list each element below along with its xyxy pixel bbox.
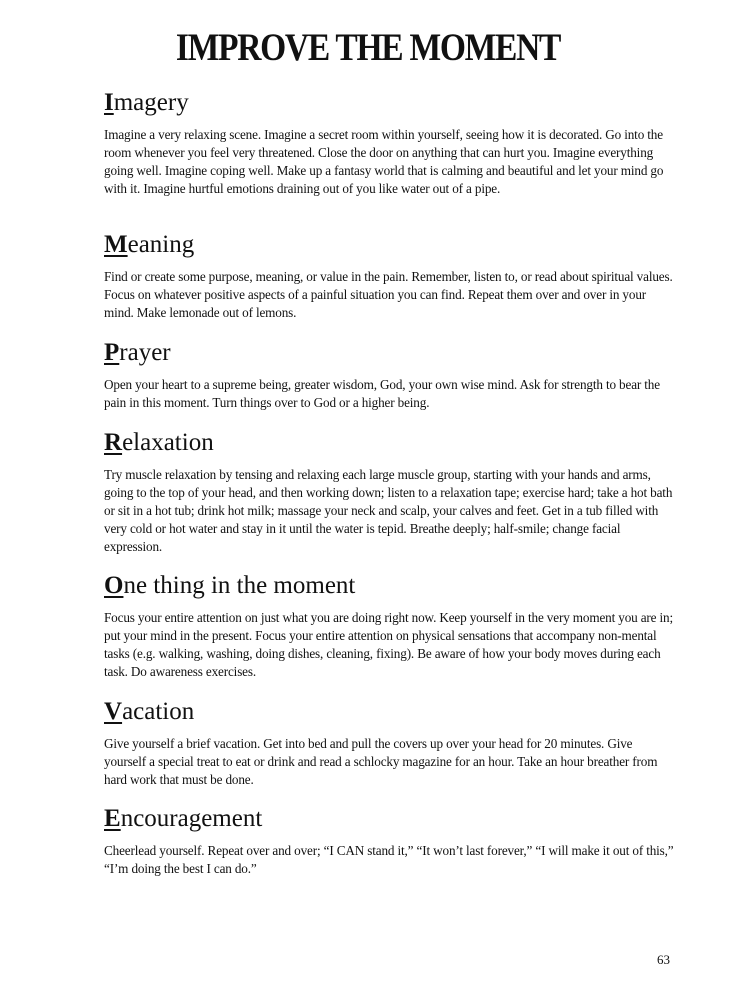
- section-heading: [104, 804, 674, 834]
- heading-rest: rayer: [119, 339, 171, 366]
- section-text: Open your heart to a supreme being, greater wisdom, God, your own wise mind. Ask for strength to bear the pain in this moment. Turn things over to God or a higher being.: [104, 377, 660, 410]
- section-one-thing-in-the-moment: [104, 571, 674, 681]
- heading-rest: acation: [122, 698, 195, 725]
- heading-initial: O: [104, 572, 124, 599]
- section-text: Imagine a very relaxing scene. Imagine a secret room within yourself, seeing how it is decorated. Go into the room whenever you feel very threatened. Close the door on anything that can hurt you. Imagine everything going well. Imagine coping well. Make up a fantasy world that is calming and beautiful and let your mind go with it. Imagine hurtful emotions draining out of you like water out of a pipe.: [104, 127, 664, 196]
- heading-initial: V: [104, 698, 123, 725]
- section-text: Cheerlead yourself. Repeat over and over; “I CAN stand it,” “It won’t last forever,” “I will make it out of this,” “I’m doing the best I can do.”: [104, 843, 674, 876]
- heading-rest: ncouragement: [120, 805, 263, 832]
- section-text: Try muscle relaxation by tensing and relaxing each large muscle group, starting with your hands and arms, going to the top of your head, and then working down; listen to a relaxation tape; exercise hard; take a hot bath or sit in a hot tub; drink hot milk; massage your neck and scalp, your calves and feet. Get in a tub filled with very cold or hot water and stay in it until the water is tepid. Breathe deeply; half-smile; change facial expression.: [104, 467, 673, 554]
- section-prayer: [104, 338, 674, 412]
- heading-initial: P: [104, 339, 120, 366]
- heading-initial: I: [104, 89, 114, 116]
- section-imagery: [104, 88, 674, 198]
- section-vacation: [104, 697, 674, 789]
- section-heading: [104, 338, 674, 368]
- section-text: Find or create some purpose, meaning, or value in the pain. Remember, listen to, or read about spiritual values. Focus on whatever positive aspects of a painful situation you can find. Repeat them over and over in your mind. Make lemonade out of lemons.: [104, 269, 673, 320]
- section-heading: [104, 697, 674, 727]
- page-title: IMPROVE THE MOMENT: [175, 26, 561, 69]
- section-text: Give yourself a brief vacation. Get into bed and pull the covers up over your head for 20 minutes. Give yourself a special treat to eat or drink and read a schlocky magazine for an hour. Take an hour breather from hard work that must be done.: [104, 736, 658, 787]
- heading-rest: eaning: [127, 231, 195, 258]
- page-number: 63: [657, 952, 670, 967]
- section-encouragement: [104, 804, 674, 878]
- section-heading: [104, 88, 674, 118]
- section-relaxation: [104, 428, 674, 556]
- section-meaning: [104, 230, 674, 322]
- section-text: Focus your entire attention on just what you are doing right now. Keep yourself in the very moment you are in; put your mind in the present. Focus your entire attention on physical sensations that accompany non-mental tasks (e.g. walking, washing, doing dishes, cleaning, fixing). Be aware of how your body moves during each task. Do awareness exercises.: [104, 610, 673, 679]
- heading-rest: elaxation: [122, 429, 214, 456]
- section-heading: [104, 230, 674, 260]
- heading-initial: R: [104, 429, 123, 456]
- heading-rest: ne thing in the moment: [123, 572, 356, 599]
- heading-initial: M: [104, 231, 128, 258]
- section-heading: [104, 428, 674, 458]
- heading-initial: E: [104, 805, 121, 832]
- section-heading: [104, 571, 674, 601]
- heading-rest: magery: [113, 89, 189, 116]
